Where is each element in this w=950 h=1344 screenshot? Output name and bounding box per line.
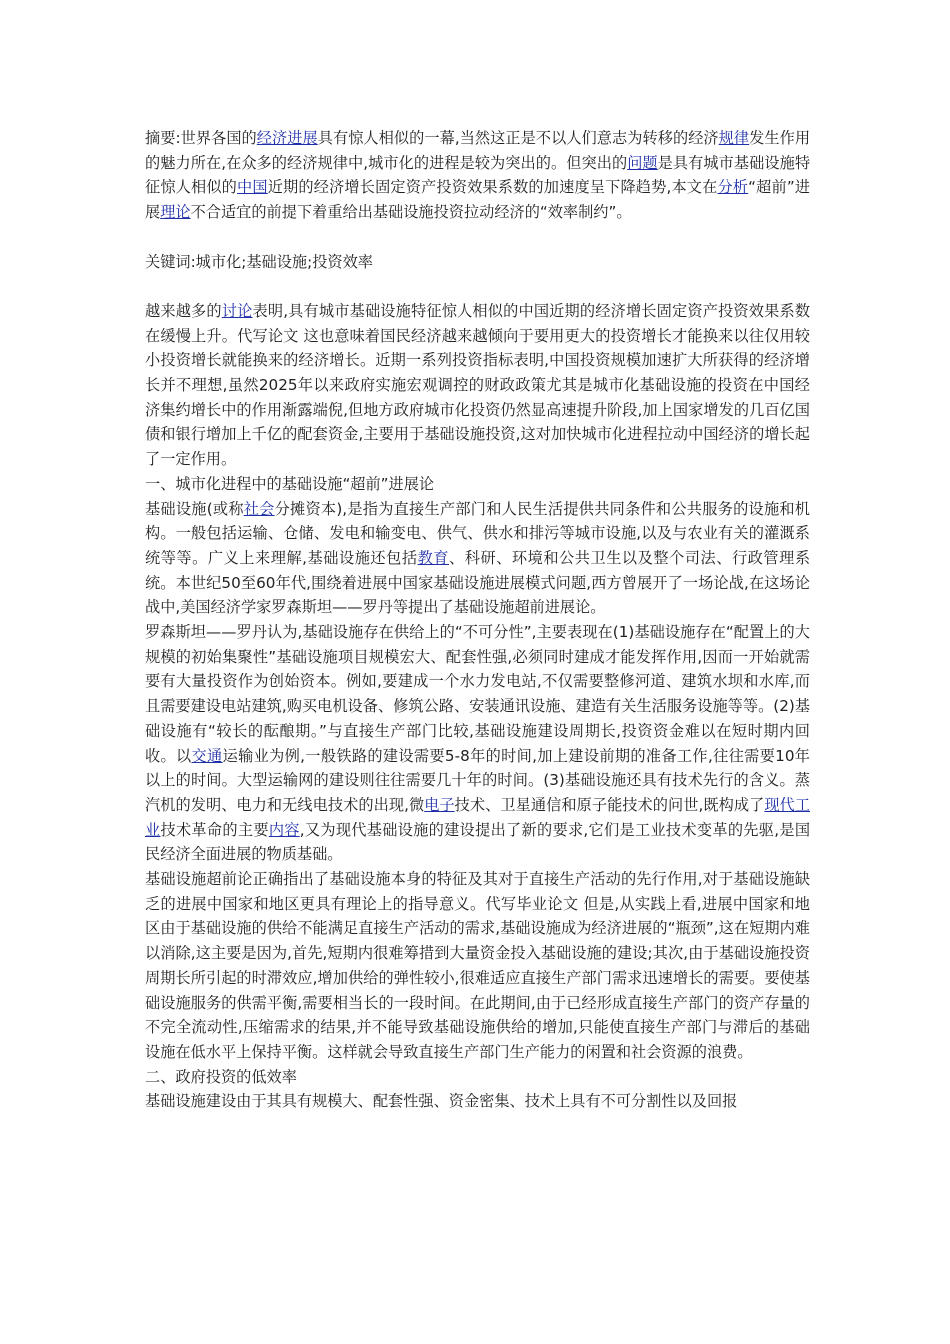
link-economic-development[interactable]: 经济进展 [256, 129, 318, 147]
link-law[interactable]: 规律 [718, 129, 750, 147]
link-content[interactable]: 内容 [268, 820, 300, 839]
paragraph-text: ,又为现代基础设施的建设提出了新的要求,它们是工业技术变革的先驱,是国民经济全面进展的物质基础。 [145, 820, 811, 864]
section2-paragraph-1: 基础设施建设由于其具有规模大、配套性强、资金密集、技术上具有不可分割性以及回报 [145, 1092, 738, 1111]
abstract-text: 近期的经济增长固定资产投资效果系数的加速度呈下降趋势,本文在 [267, 178, 718, 197]
abstract-text: 发生作用的魅力所在,在众多的经济规律中,城市化的进程是较为突出的。但突出的 [145, 129, 811, 172]
link-analysis[interactable]: 分析 [717, 178, 749, 197]
abstract-text: 具有惊人相似的一幕,当然这正是不以人们意志为转移的经济 [317, 129, 719, 147]
link-education[interactable]: 教育 [417, 548, 450, 567]
paragraph-text: 、科研、环境和公共卫生以及整个司法、行政管理系统。本世纪50至60年代,围绕着进展中国家基础设施进展模式问题,西方曾展开了一场论战,在这场论战中,美国经济学家罗森斯坦——罗丹等提出了基础设施超前进展论。 [145, 548, 811, 617]
section1-paragraph-3: 基础设施超前论正确指出了基础设施本身的特征及其对于直接生产活动的先行作用,对于基础设施缺乏的进展中国家和地区更具有理论上的指导意义。代写毕业论文 但是,从实践上看,进展中国家和地区由于基础设施的供给不能满足直接生产活动的需求,基础设施成为经济进展的“瓶颈”,这在短期内难以消除,这主要是因为,首先,短期内很难筹措到大量资金投入基础设施的建设;其次,由于基础设施投资周期长所引起的时滞效应,增加供给的弹性较小,很难适应直接生产部门需求迅速增长的需要。要使基础设施服务的供需平衡,需要相当长的一段时间。在此期间,由于已经形成直接生产部门的资产存量的不完全流动性,压缩需求的结果,并不能导致基础设施供给的增加,只能使直接生产部门与滞后的基础设施在低水平上保持平衡。这样就会导致直接生产部门生产能力的闲置和社会资源的浪费。 [145, 870, 810, 1061]
section-heading-2: 二、政府投资的低效率 [145, 1067, 297, 1086]
link-problem[interactable]: 问题 [627, 153, 658, 172]
section-heading-1: 一、城市化进程中的基础设施“超前”进展论 [145, 474, 435, 493]
section1-paragraph-2 [145, 620, 810, 867]
spacer [145, 274, 810, 299]
abstract-text: 摘要:世界各国的 [145, 129, 257, 147]
link-china[interactable]: 中国 [237, 178, 268, 197]
intro-paragraph [145, 299, 810, 472]
link-discussion[interactable]: 讨论 [221, 301, 253, 320]
intro-text: 表明,具有城市基础设施特征惊人相似的中国近期的经济增长固定资产投资效果系数在缓慢上升。代写论文 这也意味着国民经济越来越倾向于要用更大的投资增长才能换来以往仅用较小投资增长就能换来的经济增长。近期一系列投资指标表明,中国投资规模加速扩大所获得的经济增长并不理想,虽然2025年以来政府实施宏观调控的财政政策尤其是城市化基础设施的投资在中国经济集约增长中的作用渐露端倪,但地方政府城市化投资仍然显高速提升阶段,加上国家增发的几百亿国债和银行增加上千亿的配套资金,主要用于基础设施投资,这对加快城市化进程拉动中国经济的增长起了一定作用。 [145, 301, 811, 469]
abstract-text: 不合适宜的前提下着重给出基础设施投资拉动经济的“效率制约”。 [190, 203, 632, 222]
abstract-paragraph [145, 126, 810, 225]
link-electronics[interactable]: 电子 [424, 795, 455, 814]
keywords: 关键词:城市化;基础设施;投资效率 [145, 252, 373, 271]
intro-text: 越来越多的 [145, 301, 222, 320]
paragraph-text: 技术革命的主要 [160, 820, 269, 839]
document-body [145, 126, 810, 1114]
link-theory[interactable]: 理论 [160, 203, 191, 222]
paragraph-text: 罗森斯坦——罗丹认为,基础设施存在供给上的“不可分性”,主要表现在(1)基础设施存在“配置上的大规模的初始集聚性”基础设施项目规模宏大、配套性强,必须同时建成才能发挥作用,因而一开始就需要有大量投资作为创始资本。例如,要建成一个水力发电站,不仅需要整修河道、建筑水坝和水库,而且需要建设电站建筑,购买电机设备、修筑公路、安装通讯设施、建造有关生活服务设施等等。(2)基础设施有“较长的酝酿期。”与直接生产部门比较,基础设施建设周期长,投资资金难以在短时期内回收。以 [145, 623, 810, 765]
link-transportation[interactable]: 交通 [191, 746, 223, 765]
abstract-text: 是具有城市基础设施特征惊人相似的 [145, 153, 811, 197]
abstract-text: “超前”进展 [145, 178, 811, 222]
paragraph-text: 运输业为例,一般铁路的建设需要5-8年的时间,加上建设前期的准备工作,往往需要10年以上的时间。大型运输网的建设则往往需要几十年的时间。(3)基础设施还具有技术先行的含义。蒸汽机的发明、电力和无线电技术的出现,微 [145, 746, 810, 814]
paragraph-text: 基础设施(或称 [145, 499, 244, 518]
paragraph-text: 技术、卫星通信和原子能技术的问世,既构成了 [454, 795, 765, 814]
link-modern-industry[interactable]: 现代工业 [145, 795, 811, 839]
spacer [145, 225, 810, 250]
section1-paragraph-1 [145, 497, 810, 621]
link-society[interactable]: 社会 [243, 499, 275, 518]
paragraph-text: 分摊资本),是指为直接生产部门和人民生活提供共同条件和公共服务的设施和机构。一般包括运输、仓储、发电和输变电、供气、供水和排污等城市设施,以及与农业有关的灌溉系统等等。广义上来理解,基础设施还包括 [145, 499, 810, 567]
